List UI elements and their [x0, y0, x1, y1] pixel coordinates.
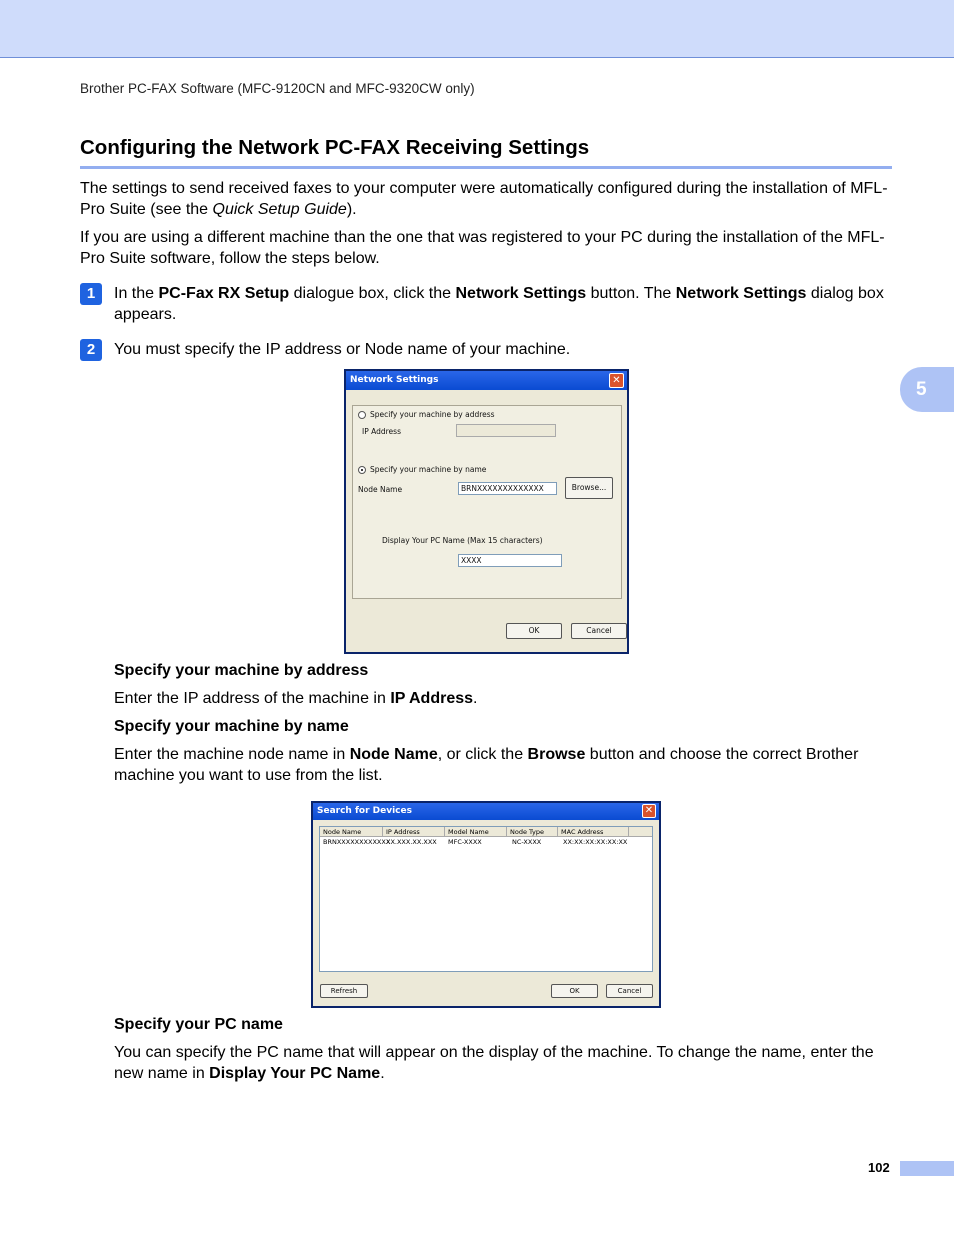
refresh-button[interactable]: Refresh: [320, 984, 368, 998]
step-2-badge: 2: [80, 339, 102, 361]
col-ip-address[interactable]: IP Address: [383, 827, 445, 837]
col-model-name[interactable]: Model Name: [445, 827, 507, 837]
step-2-text: You must specify the IP address or Node name of your machine.: [114, 341, 571, 358]
sub-heading-pc-name: Specify your PC name: [114, 1016, 283, 1033]
page-number-bar: [900, 1161, 954, 1176]
browse-button[interactable]: Browse...: [565, 477, 613, 499]
page-number: 102: [868, 1160, 890, 1175]
sub-heading-by-name: Specify your machine by name: [114, 718, 349, 735]
row-model-name: MFC-XXXX: [448, 838, 482, 846]
section-title: Configuring the Network PC-FAX Receiving Settings: [80, 136, 590, 159]
search-devices-dialog: [311, 801, 661, 1008]
close-icon[interactable]: ✕: [609, 373, 624, 388]
col-node-type[interactable]: Node Type: [507, 827, 558, 837]
radio-by-address[interactable]: [358, 411, 366, 419]
network-settings-dialog: [344, 369, 629, 654]
node-name-label: Node Name: [358, 485, 403, 494]
step-1-badge: 1: [80, 283, 102, 305]
row-mac-address: XX:XX:XX:XX:XX:XX: [563, 838, 628, 846]
radio-by-address-label: Specify your machine by address: [370, 410, 495, 419]
node-name-input[interactable]: BRNXXXXXXXXXXXXX: [458, 482, 557, 495]
device-list-header: [320, 827, 652, 837]
settings-group: [352, 405, 622, 599]
by-address-text: Enter the IP address of the machine in IP Address.: [114, 690, 478, 707]
header-band: [0, 0, 954, 58]
radio-by-name[interactable]: [358, 466, 366, 474]
row-node-type: NC-XXXX: [512, 838, 542, 846]
row-node-name: BRNXXXXXXXXXXXX: [323, 838, 391, 846]
by-name-text: Enter the machine node name in Node Name, or click the Browse button and choose the correct Brother machine you want to use from the list.: [114, 746, 859, 784]
ip-address-input[interactable]: [456, 424, 556, 437]
sub-heading-by-address: Specify your machine by address: [114, 662, 369, 679]
close-icon[interactable]: ✕: [642, 804, 656, 818]
running-head: Brother PC-FAX Software (MFC-9120CN and MFC-9320CW only): [80, 81, 475, 96]
intro-paragraph-1: The settings to send received faxes to your computer were automatically configured during the installation of MFL-Pro Suite (see the Quick Setup Guide).: [80, 180, 888, 218]
intro-paragraph-2: If you are using a different machine than the one that was registered to your PC during the installation of the MFL-Pro Suite software, follow the steps below.: [80, 229, 885, 267]
radio-by-name-label: Specify your machine by name: [370, 465, 487, 474]
dialog-title-bar: [346, 371, 627, 390]
step-1-text: In the PC-Fax RX Setup dialogue box, click the Network Settings button. The Network Settings dialog box appears.: [114, 285, 884, 323]
dialog-title-bar: [313, 803, 659, 820]
ok-button[interactable]: OK: [506, 623, 562, 639]
col-node-name[interactable]: Node Name: [320, 827, 383, 837]
col-mac-address[interactable]: MAC Address: [558, 827, 629, 837]
cancel-button[interactable]: Cancel: [606, 984, 653, 998]
quick-setup-guide-ref: Quick Setup Guide: [212, 200, 347, 218]
display-pc-name-label: Display Your PC Name (Max 15 characters): [382, 536, 543, 545]
row-ip-address: XX.XXX.XX.XXX: [386, 838, 437, 846]
dialog-title: Search for Devices: [317, 806, 412, 816]
display-pc-name-input[interactable]: XXXX: [458, 554, 562, 567]
ip-address-label: IP Address: [362, 427, 401, 436]
cancel-button[interactable]: Cancel: [571, 623, 627, 639]
ok-button[interactable]: OK: [551, 984, 598, 998]
chapter-tab: 5: [900, 367, 954, 412]
title-rule: [80, 166, 892, 169]
dialog-title: Network Settings: [350, 375, 439, 385]
pc-name-text: You can specify the PC name that will appear on the display of the machine. To change the name, enter the new name in Display Your PC Name.: [114, 1044, 874, 1082]
device-list[interactable]: [319, 826, 653, 972]
